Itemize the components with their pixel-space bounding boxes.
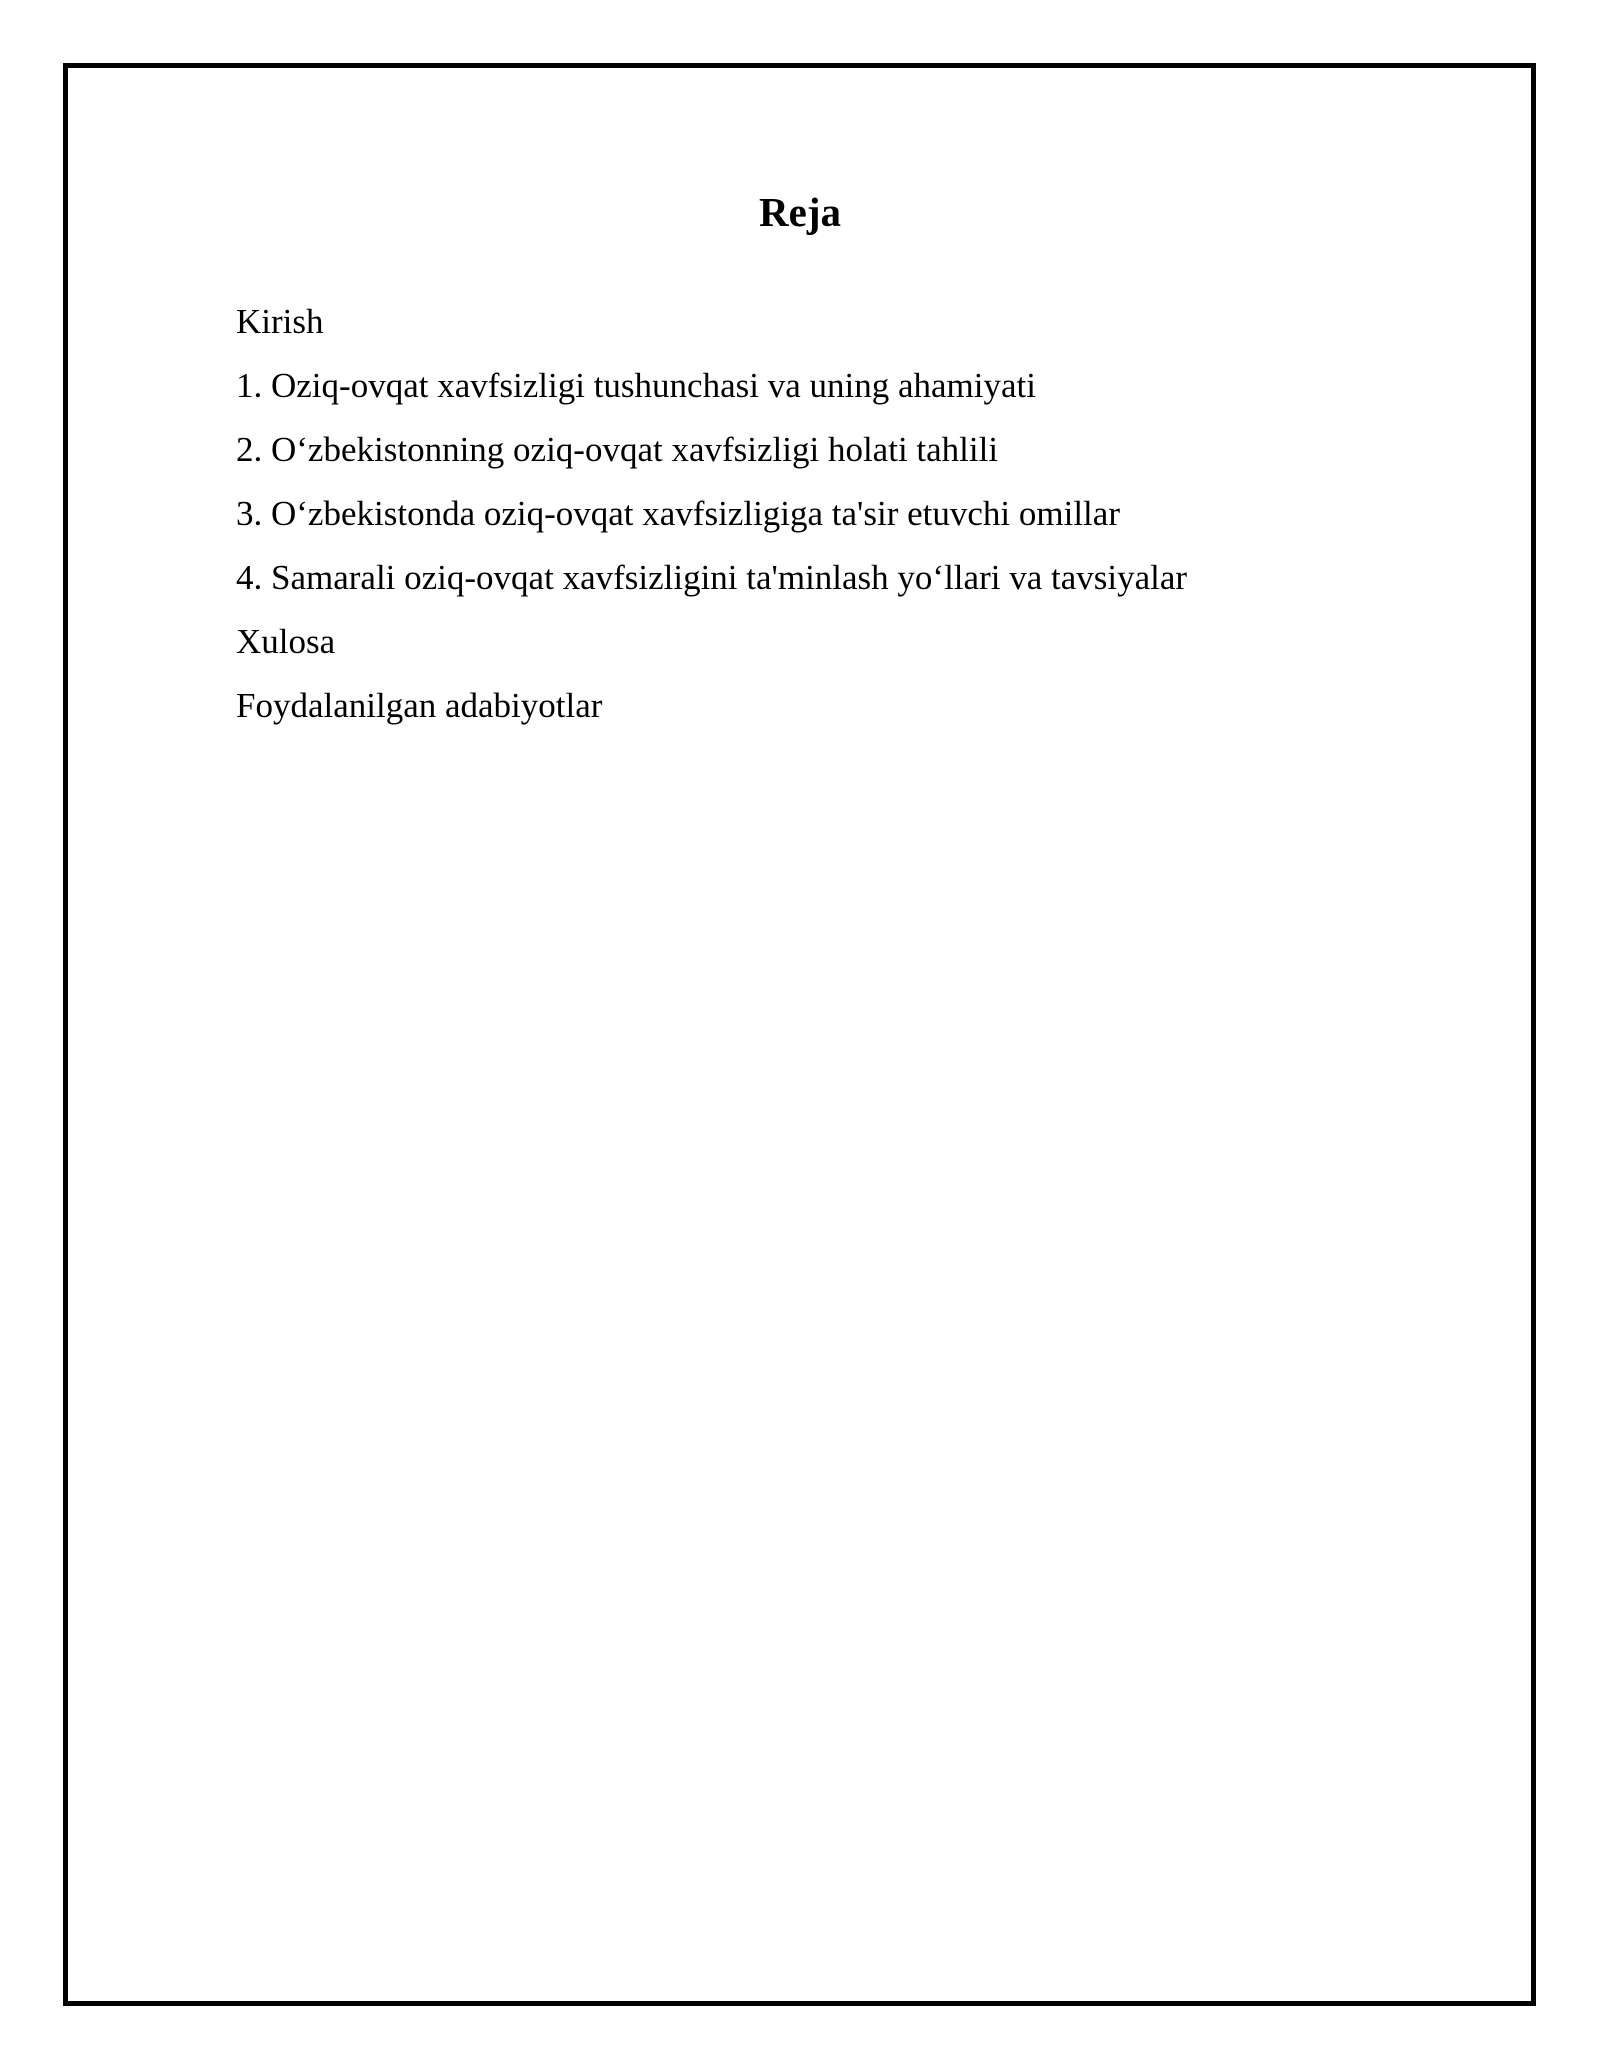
- toc-item-chapter-4: 4. Samarali oziq-ovqat xavfsizligini ta'minlash yo‘llari va tavsiyalar: [236, 558, 1188, 597]
- toc-item-chapter-2: 2. O‘zbekistonning oziq-ovqat xavfsizligi holati tahlili: [236, 430, 999, 469]
- toc-item-chapter-3: 3. O‘zbekistonda oziq-ovqat xavfsizligiga ta'sir etuvchi omillar: [236, 494, 1120, 533]
- toc-item-references: Foydalanilgan adabiyotlar: [236, 686, 603, 725]
- table-of-contents: [236, 290, 1187, 738]
- toc-item-chapter-1: 1. Oziq-ovqat xavfsizligi tushunchasi va uning ahamiyati: [236, 366, 1036, 405]
- toc-item-introduction: Kirish: [236, 302, 324, 341]
- page-title: Reja: [759, 189, 841, 235]
- toc-item-conclusion: Xulosa: [236, 622, 336, 661]
